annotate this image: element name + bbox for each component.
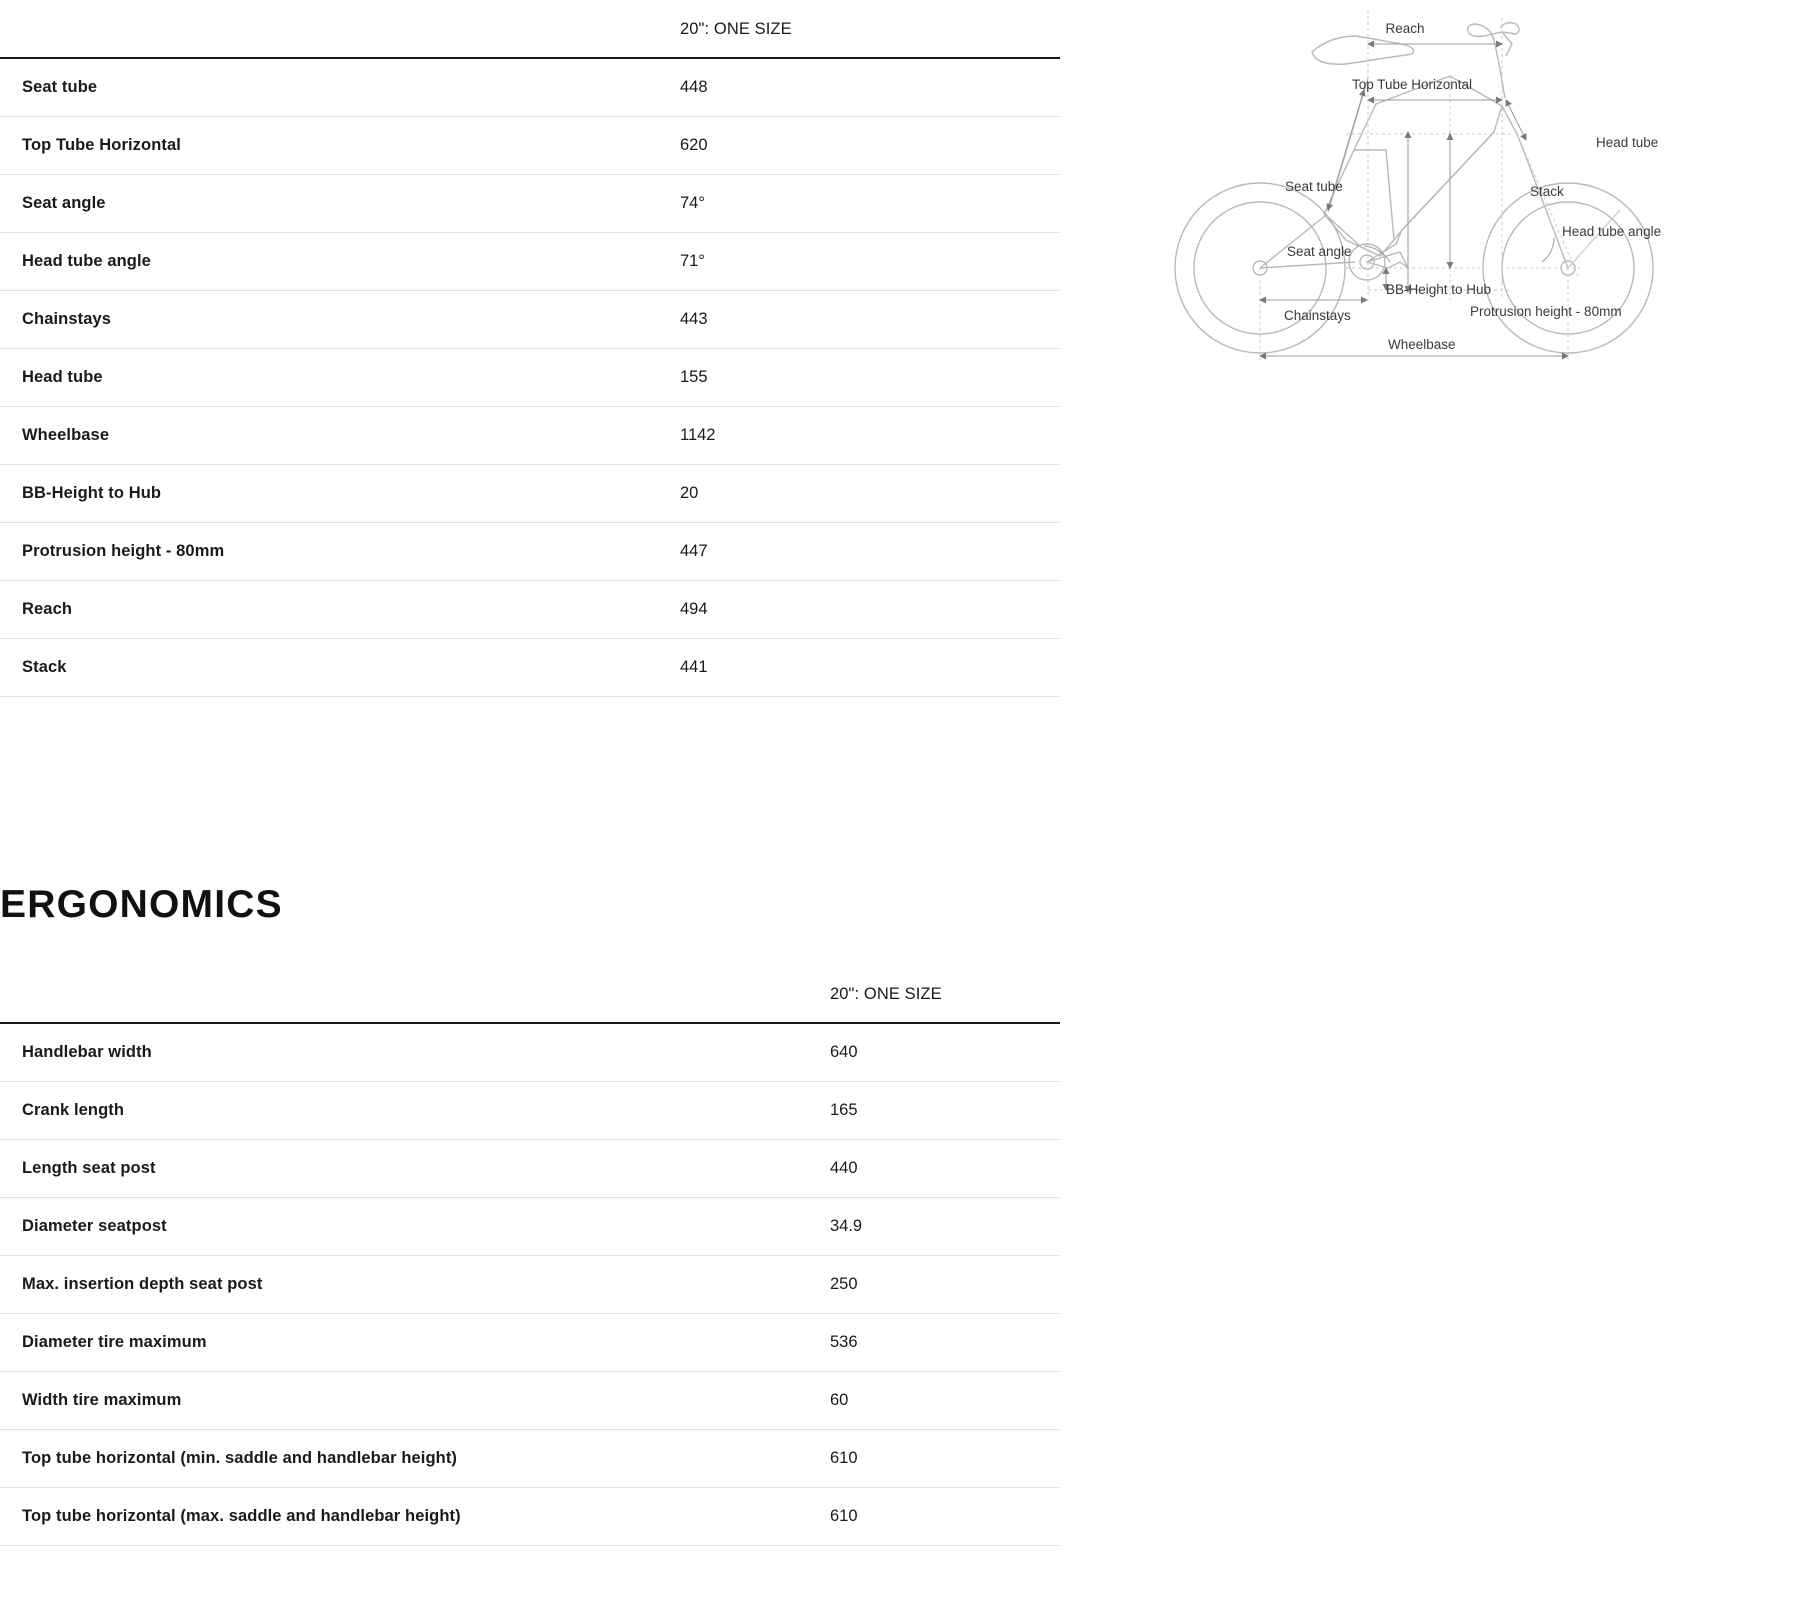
row-label: Width tire maximum [0,1372,830,1430]
table-row [0,117,1060,175]
table-row [0,1314,1060,1372]
geometry-header-size: 20": ONE SIZE [680,20,1060,58]
row-value: 494 [680,581,1060,639]
label-top-tube-horizontal: Top Tube Horizontal [1351,77,1473,92]
label-protrusion-height: Protrusion height - 80mm [1470,304,1622,319]
label-reach: Reach [1385,21,1425,36]
label-head-tube-angle: Head tube angle [1562,224,1662,239]
table-row [0,349,1060,407]
label-bb-height-to-hub: BB-Height to Hub [1386,282,1492,297]
row-label: Diameter seatpost [0,1198,830,1256]
row-label: Top Tube Horizontal [0,117,680,175]
table-row [0,1488,1060,1546]
row-value: 20 [680,465,1060,523]
row-label: Seat angle [0,175,680,233]
row-label: Handlebar width [0,1023,830,1082]
row-value: 165 [830,1082,1060,1140]
ergonomics-table [0,985,1060,1546]
bike-geometry-diagram [1150,0,1790,450]
bike-diagram-svg [1150,0,1790,450]
row-value: 440 [830,1140,1060,1198]
ergonomics-table-body [0,1023,1060,1546]
table-row [0,233,1060,291]
geometry-header-label [0,20,680,58]
row-value: 71° [680,233,1060,291]
row-label: Stack [0,639,680,697]
row-value: 610 [830,1430,1060,1488]
table-row [0,291,1060,349]
row-label: Crank length [0,1082,830,1140]
row-value: 448 [680,58,1060,117]
table-header-row [0,985,1060,1023]
row-value: 536 [830,1314,1060,1372]
table-row [0,465,1060,523]
table-row [0,1140,1060,1198]
dimension-labels [1284,21,1661,352]
geometry-table-body [0,58,1060,697]
row-value: 447 [680,523,1060,581]
geometry-table-wrapper [0,20,1060,697]
row-value: 250 [830,1256,1060,1314]
row-value: 34.9 [830,1198,1060,1256]
table-row [0,58,1060,117]
table-header-row [0,20,1060,58]
row-label: Protrusion height - 80mm [0,523,680,581]
label-head-tube: Head tube [1596,135,1659,150]
row-value: 74° [680,175,1060,233]
table-row [0,639,1060,697]
table-row [0,407,1060,465]
row-value: 610 [830,1488,1060,1546]
row-label: Chainstays [0,291,680,349]
row-label: Max. insertion depth seat post [0,1256,830,1314]
label-wheelbase: Wheelbase [1388,337,1456,352]
page-title-ergonomics: ERGONOMICS [0,883,283,926]
label-seat-angle: Seat angle [1287,244,1352,259]
table-row [0,581,1060,639]
row-label: Length seat post [0,1140,830,1198]
row-label: Head tube [0,349,680,407]
table-row [0,1372,1060,1430]
row-label: Diameter tire maximum [0,1314,830,1372]
row-label: Top tube horizontal (max. saddle and handlebar height) [0,1488,830,1546]
row-label: Wheelbase [0,407,680,465]
table-row [0,1082,1060,1140]
label-seat-tube: Seat tube [1285,179,1343,194]
row-value: 60 [830,1372,1060,1430]
row-label: Reach [0,581,680,639]
row-label: Top tube horizontal (min. saddle and handlebar height) [0,1430,830,1488]
table-row [0,1023,1060,1082]
row-label: Head tube angle [0,233,680,291]
table-row [0,1256,1060,1314]
row-value: 441 [680,639,1060,697]
ergonomics-header-label [0,985,830,1023]
geometry-table [0,20,1060,697]
table-row [0,1430,1060,1488]
row-value: 1142 [680,407,1060,465]
ergonomics-header-size: 20": ONE SIZE [830,985,1060,1023]
ergonomics-table-wrapper [0,985,1060,1546]
row-value: 443 [680,291,1060,349]
table-row [0,523,1060,581]
label-chainstays: Chainstays [1284,308,1351,323]
row-label: Seat tube [0,58,680,117]
table-row [0,1198,1060,1256]
label-stack: Stack [1530,184,1564,199]
row-value: 620 [680,117,1060,175]
table-row [0,175,1060,233]
row-label: BB-Height to Hub [0,465,680,523]
row-value: 640 [830,1023,1060,1082]
row-value: 155 [680,349,1060,407]
